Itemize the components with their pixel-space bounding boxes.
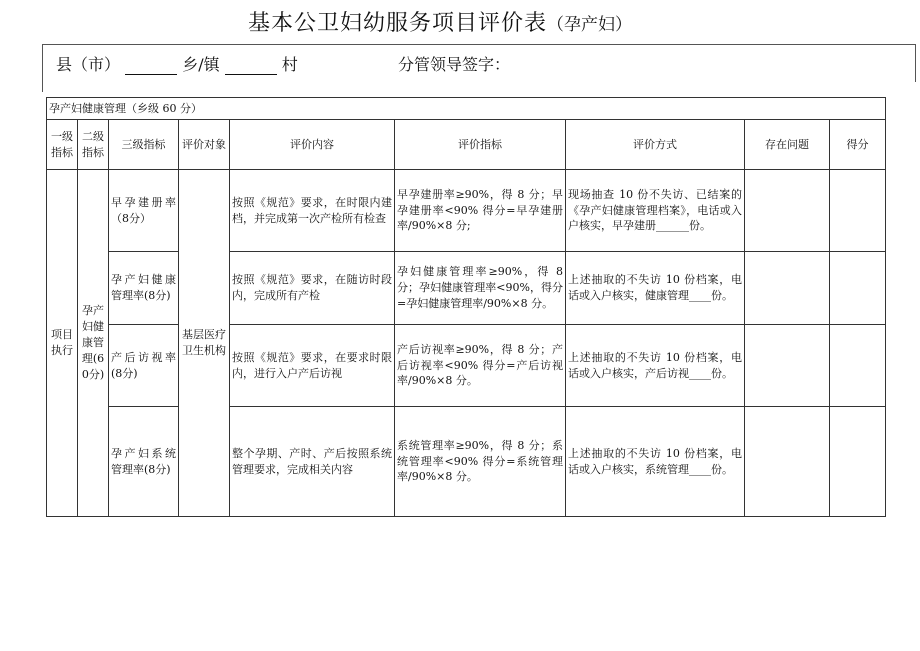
level3-cell: 产后访视率(8分) bbox=[109, 325, 179, 407]
content-cell: 按照《规范》要求，在随访时段内，完成所有产检 bbox=[230, 252, 395, 325]
township-label: 乡/镇 bbox=[182, 55, 220, 74]
evaluation-table bbox=[46, 97, 886, 517]
method-cell: 上述抽取的不失访 10 份档案，电话或入户核实，产后访视____份。 bbox=[566, 325, 745, 407]
table-row bbox=[47, 325, 886, 407]
issue-cell[interactable] bbox=[745, 252, 830, 325]
village-blank[interactable] bbox=[225, 56, 277, 75]
document-title bbox=[0, 6, 880, 37]
col-level2: 二级指标 bbox=[78, 120, 109, 170]
indicator-cell: 孕妇健康管理率≥90%，得 8 分；孕妇健康管理率<90%，得分=孕妇健康管理率/90%×8 分。 bbox=[395, 252, 566, 325]
header-top-rule bbox=[42, 44, 916, 45]
township-blank[interactable] bbox=[125, 56, 177, 75]
issue-cell[interactable] bbox=[745, 325, 830, 407]
content-cell: 按照《规范》要求，在要求时限内，进行入户产后访视 bbox=[230, 325, 395, 407]
table-row bbox=[47, 170, 886, 252]
indicator-cell: 早孕建册率≥90%，得 8 分；早孕建册率<90% 得分=早孕建册率/90%×8 分; bbox=[395, 170, 566, 252]
village-label: 村 bbox=[281, 55, 298, 74]
indicator-cell: 系统管理率≥90%，得 8 分；系统管理率<90% 得分=系统管理率/90%×8 分。 bbox=[395, 407, 566, 517]
col-score: 得分 bbox=[830, 120, 886, 170]
column-header-row bbox=[47, 120, 886, 170]
col-level3: 三级指标 bbox=[109, 120, 179, 170]
col-level1: 一级指标 bbox=[47, 120, 78, 170]
col-issue: 存在问题 bbox=[745, 120, 830, 170]
score-cell[interactable] bbox=[830, 325, 886, 407]
method-cell: 现场抽查 10 份不失访、已结案的《孕产妇健康管理档案》，电话或入户核实，早孕建册______份。 bbox=[566, 170, 745, 252]
col-indicator: 评价指标 bbox=[395, 120, 566, 170]
col-method: 评价方式 bbox=[566, 120, 745, 170]
leader-signature-label: 分管领导签字： bbox=[398, 55, 511, 74]
score-cell[interactable] bbox=[830, 170, 886, 252]
col-content: 评价内容 bbox=[230, 120, 395, 170]
county-label: 县（市） bbox=[56, 55, 121, 74]
level3-cell: 孕产妇健康管理率(8分) bbox=[109, 252, 179, 325]
method-cell: 上述抽取的不失访 10 份档案，电话或入户核实，健康管理____份。 bbox=[566, 252, 745, 325]
table-row bbox=[47, 407, 886, 517]
level3-cell: 早孕建册率（8分） bbox=[109, 170, 179, 252]
section-title: 孕产妇健康管理（乡级 60 分） bbox=[47, 98, 886, 120]
table-row bbox=[47, 252, 886, 325]
score-cell[interactable] bbox=[830, 407, 886, 517]
content-cell: 整个孕期、产时、产后按照系统管理要求，完成相关内容 bbox=[230, 407, 395, 517]
score-cell[interactable] bbox=[830, 252, 886, 325]
level1-cell: 项目执行 bbox=[47, 170, 78, 517]
issue-cell[interactable] bbox=[745, 170, 830, 252]
location-line bbox=[56, 52, 298, 75]
header-left-rule bbox=[42, 44, 43, 92]
level3-cell: 孕产妇系统管理率(8分) bbox=[109, 407, 179, 517]
col-target: 评价对象 bbox=[179, 120, 230, 170]
target-cell: 基层医疗卫生机构 bbox=[179, 170, 230, 517]
header-right-rule bbox=[915, 44, 916, 82]
title-main: 基本公卫妇幼服务项目评价表 bbox=[247, 11, 547, 36]
content-cell: 按照《规范》要求，在时限内建档，并完成第一次产检所有检查 bbox=[230, 170, 395, 252]
issue-cell[interactable] bbox=[745, 407, 830, 517]
level2-cell: 孕产妇健康管理(60分) bbox=[78, 170, 109, 517]
indicator-cell: 产后访视率≥90%，得 8 分；产后访视率<90% 得分=产后访视率/90%×8 分。 bbox=[395, 325, 566, 407]
method-cell: 上述抽取的不失访 10 份档案，电话或入户核实，系统管理____份。 bbox=[566, 407, 745, 517]
title-sub: （孕产妇） bbox=[547, 15, 632, 35]
